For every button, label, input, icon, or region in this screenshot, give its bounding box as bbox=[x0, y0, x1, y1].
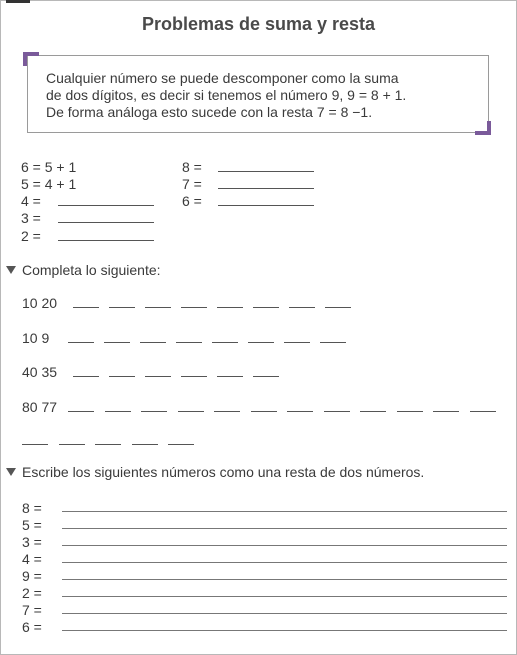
sequence-blank[interactable] bbox=[181, 376, 207, 377]
sequence-blank[interactable] bbox=[360, 411, 386, 412]
sequence-blank[interactable] bbox=[178, 411, 204, 412]
sequence-blank[interactable] bbox=[214, 411, 240, 412]
intro-line: Cualquier número se puede descomponer como la suma bbox=[46, 70, 399, 86]
equation-5: 5 = 4 + 1 bbox=[21, 176, 77, 192]
section-heading-subtract bbox=[6, 464, 424, 480]
answer-blank[interactable] bbox=[58, 240, 154, 241]
sequence-blank[interactable] bbox=[324, 411, 350, 412]
sequence-blank[interactable] bbox=[287, 411, 313, 412]
subtraction-label: 8 = bbox=[22, 500, 42, 516]
answer-blank[interactable] bbox=[58, 205, 154, 206]
intro-line: De forma análoga esto sucede con la resta 7 = 8 −1. bbox=[46, 104, 373, 120]
subtraction-label: 6 = bbox=[22, 619, 42, 635]
sequence-blank[interactable] bbox=[325, 307, 351, 308]
equation-4: 4 = bbox=[21, 193, 41, 209]
subtraction-label: 2 = bbox=[22, 585, 42, 601]
sequence-blank[interactable] bbox=[253, 307, 279, 308]
sequence-label: 10 20 bbox=[22, 295, 58, 311]
answer-line[interactable] bbox=[62, 596, 507, 597]
answer-line[interactable] bbox=[62, 562, 507, 563]
sequence-blank[interactable] bbox=[73, 376, 99, 377]
sequence-blank[interactable] bbox=[95, 444, 121, 445]
sequence-blank[interactable] bbox=[68, 411, 94, 412]
intro-line: de dos dígitos, es decir si tenemos el número 9, 9 = 8 + 1. bbox=[46, 87, 407, 103]
sequence-blank[interactable] bbox=[109, 376, 135, 377]
subtraction-label: 3 = bbox=[22, 534, 42, 550]
sequence-blank[interactable] bbox=[433, 411, 459, 412]
sequence-blank[interactable] bbox=[217, 307, 243, 308]
sequence-blank[interactable] bbox=[22, 444, 48, 445]
equation-3: 3 = bbox=[21, 210, 41, 226]
intro-text bbox=[46, 70, 486, 121]
sequence-blank[interactable] bbox=[320, 342, 346, 343]
triangle-bullet-icon bbox=[6, 468, 16, 476]
equation-6b: 6 = bbox=[182, 193, 202, 209]
answer-line[interactable] bbox=[62, 528, 507, 529]
box-corner-decoration bbox=[475, 131, 491, 135]
sequence-blank[interactable] bbox=[397, 411, 423, 412]
answer-line[interactable] bbox=[62, 545, 507, 546]
sequence-blank[interactable] bbox=[248, 342, 274, 343]
sequence-blank[interactable] bbox=[140, 342, 166, 343]
sequence-blank[interactable] bbox=[68, 342, 94, 343]
corner-mark bbox=[6, 0, 30, 3]
answer-line[interactable] bbox=[62, 630, 507, 631]
answer-blank[interactable] bbox=[58, 222, 154, 223]
equation-2: 2 = bbox=[21, 228, 41, 244]
sequence-blank[interactable] bbox=[470, 411, 496, 412]
sequence-blank[interactable] bbox=[284, 342, 310, 343]
sequence-blank[interactable] bbox=[59, 444, 85, 445]
sequence-blank[interactable] bbox=[145, 376, 171, 377]
equation-6: 6 = 5 + 1 bbox=[21, 159, 77, 175]
answer-blank[interactable] bbox=[218, 188, 314, 189]
sequence-blank[interactable] bbox=[109, 307, 135, 308]
section-heading-complete bbox=[6, 262, 161, 278]
sequence-blank[interactable] bbox=[145, 307, 171, 308]
sequence-blank[interactable] bbox=[217, 376, 243, 377]
subtraction-label: 4 = bbox=[22, 551, 42, 567]
sequence-blank[interactable] bbox=[212, 342, 238, 343]
box-corner-decoration bbox=[23, 52, 39, 56]
answer-line[interactable] bbox=[62, 579, 507, 580]
sequence-blank[interactable] bbox=[253, 376, 279, 377]
answer-blank[interactable] bbox=[218, 205, 314, 206]
sequence-label: 80 77 bbox=[22, 399, 58, 415]
sequence-blank[interactable] bbox=[251, 411, 277, 412]
sequence-blank[interactable] bbox=[289, 307, 315, 308]
subtraction-label: 5 = bbox=[22, 517, 42, 533]
sequence-label: 40 35 bbox=[22, 364, 58, 380]
sequence-blank[interactable] bbox=[176, 342, 202, 343]
subtraction-label: 7 = bbox=[22, 602, 42, 618]
page-title: Problemas de suma y resta bbox=[141, 14, 376, 34]
sequence-blank[interactable] bbox=[141, 411, 167, 412]
section-heading-text: Completa lo siguiente: bbox=[22, 262, 161, 278]
subtraction-label: 9 = bbox=[22, 568, 42, 584]
section-heading-text: Escribe los siguientes números como una resta de dos números. bbox=[22, 464, 425, 480]
answer-line[interactable] bbox=[62, 511, 507, 512]
sequence-blank[interactable] bbox=[168, 444, 194, 445]
triangle-bullet-icon bbox=[6, 266, 16, 274]
equation-7: 7 = bbox=[182, 176, 202, 192]
answer-blank[interactable] bbox=[218, 171, 314, 172]
sequence-blank[interactable] bbox=[73, 307, 99, 308]
answer-line[interactable] bbox=[62, 613, 507, 614]
sequence-blank[interactable] bbox=[105, 411, 131, 412]
sequence-blank[interactable] bbox=[104, 342, 130, 343]
sequence-blank[interactable] bbox=[181, 307, 207, 308]
equation-8: 8 = bbox=[182, 159, 202, 175]
sequence-blank[interactable] bbox=[132, 444, 158, 445]
sequence-label: 10 9 bbox=[22, 330, 50, 346]
